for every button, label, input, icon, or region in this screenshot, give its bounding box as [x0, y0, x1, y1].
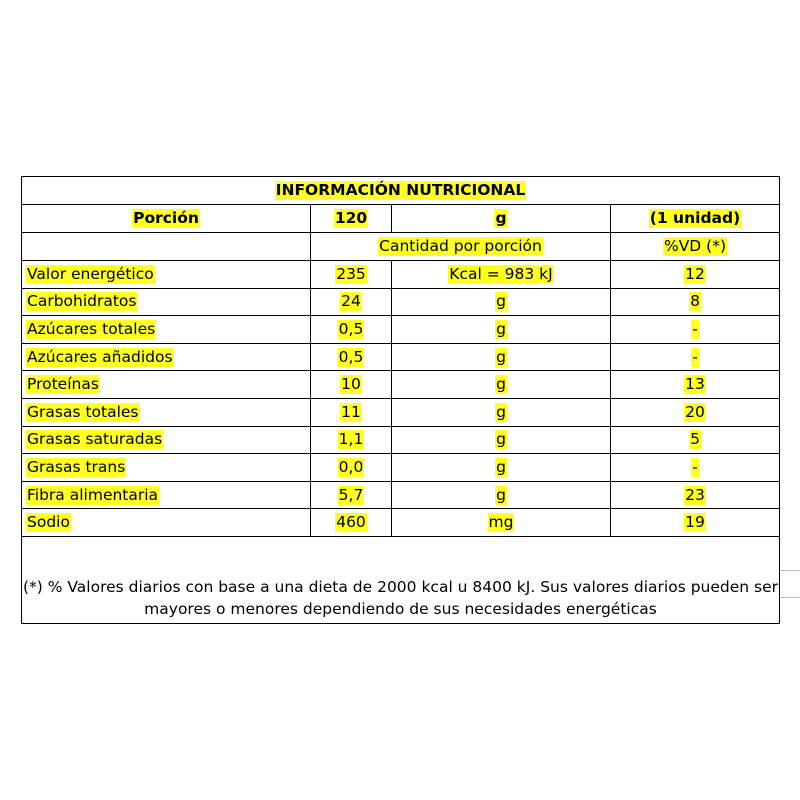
footnote-line-2: mayores o menores dependiendo de sus necesidades energéticas — [144, 600, 657, 618]
nutrient-name: Azúcares totales — [27, 319, 156, 338]
nutrient-dv-cell — [611, 316, 779, 343]
nutrient-unit-cell — [392, 289, 611, 316]
nutrient-value: 0,5 — [338, 319, 364, 338]
nutrient-dv: - — [692, 347, 698, 366]
nutrient-dv-cell — [611, 344, 779, 371]
portion-amount: 120 — [334, 209, 368, 227]
nutrient-dv: - — [692, 319, 698, 338]
table-row — [22, 261, 779, 289]
dv-header: %VD (*) — [663, 237, 727, 255]
table-row — [22, 344, 779, 372]
table-title: INFORMACIÓN NUTRICIONAL — [275, 181, 526, 199]
table-row — [22, 509, 779, 537]
nutrient-unit: mg — [488, 513, 514, 532]
table-row — [22, 454, 779, 482]
nutrient-dv-cell — [611, 261, 779, 288]
nutrient-dv: 5 — [690, 430, 700, 449]
dv-header-cell — [611, 233, 779, 260]
nutrient-dv-cell — [611, 427, 779, 454]
nutrient-value: 24 — [341, 292, 361, 311]
nutrient-value: 10 — [341, 375, 361, 394]
portion-unit-note: (1 unidad) — [649, 209, 741, 227]
nutrient-unit: g — [496, 485, 506, 504]
nutrient-value-cell — [311, 344, 392, 371]
nutrient-value-cell — [311, 316, 392, 343]
amount-per-portion-cell — [311, 233, 611, 260]
gridline — [780, 570, 800, 571]
nutrient-name: Grasas totales — [27, 402, 139, 421]
nutrient-unit: g — [496, 319, 506, 338]
nutrient-dv-cell — [611, 371, 779, 398]
nutrient-name-cell — [22, 316, 311, 343]
nutrient-name-cell — [22, 261, 311, 288]
nutrient-name: Carbohidratos — [27, 292, 137, 311]
nutrient-value: 1,1 — [338, 430, 364, 449]
nutrient-unit-cell — [392, 482, 611, 509]
portion-amount-cell — [311, 205, 392, 232]
nutrient-dv-cell — [611, 399, 779, 426]
table-row — [22, 289, 779, 317]
amount-per-portion-header: Cantidad por porción — [379, 237, 542, 255]
nutrient-name: Fibra alimentaria — [27, 485, 159, 504]
portion-label: Porción — [133, 209, 199, 227]
nutrient-unit-cell — [392, 371, 611, 398]
gridline — [780, 597, 800, 598]
nutrient-dv-cell — [611, 482, 779, 509]
nutrient-unit: Kcal = 983 kJ — [449, 264, 553, 283]
nutrient-name-cell — [22, 344, 311, 371]
nutrient-dv: 23 — [685, 485, 705, 504]
nutrition-table — [21, 176, 780, 624]
nutrient-name-cell — [22, 371, 311, 398]
nutrient-value-cell — [311, 261, 392, 288]
nutrient-unit: g — [496, 375, 506, 394]
table-row — [22, 316, 779, 344]
nutrient-name: Grasas trans — [27, 457, 126, 476]
nutrient-unit: g — [496, 292, 506, 311]
portion-unit: g — [495, 209, 507, 227]
nutrient-value-cell — [311, 289, 392, 316]
nutrient-name: Sodio — [27, 513, 70, 532]
nutrient-value-cell — [311, 454, 392, 481]
subheader-row — [22, 233, 779, 261]
table-row — [22, 399, 779, 427]
nutrient-unit-cell — [392, 344, 611, 371]
nutrient-dv: 13 — [685, 375, 705, 394]
nutrient-value-cell — [311, 509, 392, 536]
nutrient-name: Valor energético — [27, 264, 154, 283]
nutrient-unit-cell — [392, 316, 611, 343]
nutrient-value: 0,0 — [338, 457, 364, 476]
nutrient-unit: g — [496, 347, 506, 366]
nutrient-dv: - — [692, 457, 698, 476]
nutrient-name-cell — [22, 427, 311, 454]
nutrient-unit-cell — [392, 427, 611, 454]
nutrient-value-cell — [311, 427, 392, 454]
nutrient-unit: g — [496, 402, 506, 421]
nutrient-dv: 12 — [685, 264, 705, 283]
nutrient-unit-cell — [392, 509, 611, 536]
nutrient-dv: 19 — [685, 513, 705, 532]
footnote-line-1: (*) % Valores diarios con base a una dieta de 2000 kcal u 8400 kJ. Sus valores diarios pueden ser — [22, 578, 779, 596]
nutrient-unit-cell — [392, 261, 611, 288]
nutrient-unit-cell — [392, 399, 611, 426]
nutrient-name-cell — [22, 289, 311, 316]
portion-row — [22, 205, 779, 233]
table-row — [22, 427, 779, 455]
table-row — [22, 371, 779, 399]
nutrient-dv-cell — [611, 454, 779, 481]
nutrient-unit: g — [496, 457, 506, 476]
table-title-cell — [22, 177, 779, 204]
portion-label-cell — [22, 205, 311, 232]
nutrient-dv: 20 — [685, 402, 705, 421]
nutrient-name: Grasas saturadas — [27, 430, 163, 449]
nutrient-unit: g — [496, 430, 506, 449]
nutrient-name-cell — [22, 482, 311, 509]
nutrient-value: 5,7 — [338, 485, 364, 504]
nutrient-value-cell — [311, 482, 392, 509]
portion-unit-note-cell — [611, 205, 779, 232]
nutrient-value: 11 — [341, 402, 361, 421]
nutrient-name-cell — [22, 399, 311, 426]
nutrient-name: Azúcares añadidos — [27, 347, 173, 366]
table-title-row — [22, 177, 779, 205]
portion-unit-cell — [392, 205, 611, 232]
subheader-empty-cell — [22, 233, 311, 260]
nutrient-value: 235 — [336, 264, 366, 283]
table-row — [22, 482, 779, 510]
nutrient-dv: 8 — [690, 292, 700, 311]
nutrient-name-cell — [22, 454, 311, 481]
nutrient-value-cell — [311, 399, 392, 426]
nutrient-value-cell — [311, 371, 392, 398]
nutrient-name-cell — [22, 509, 311, 536]
nutrient-unit-cell — [392, 454, 611, 481]
nutrient-value: 460 — [336, 513, 366, 532]
nutrient-name: Proteínas — [27, 375, 99, 394]
nutrient-dv-cell — [611, 509, 779, 536]
nutrient-dv-cell — [611, 289, 779, 316]
footnote — [22, 537, 779, 624]
nutrient-value: 0,5 — [338, 347, 364, 366]
